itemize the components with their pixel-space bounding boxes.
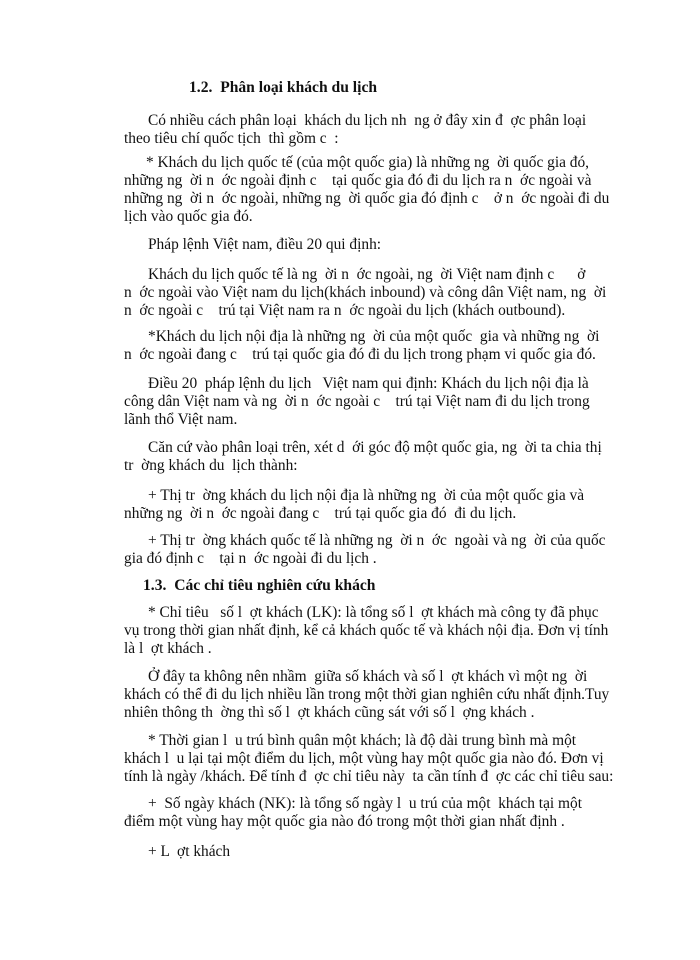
paragraph-line: theo tiêu chí quốc tịch thì gồm c : — [124, 130, 339, 147]
heading-1-3: 1.3. Các chỉ tiêu nghiên cứu khách — [143, 577, 376, 594]
paragraph-line: n ớc ngoài đang c trú tại quốc gia đó đi du lịch trong phạm vi quốc gia đó. — [124, 346, 596, 363]
paragraph-line: những ng ời n ớc ngoài, những ng ời quốc gia đó định c ở n ớc ngoài đi du — [124, 190, 610, 207]
paragraph-line: khách l u lại tại một điểm du lịch, một vùng hay một quốc gia nào đó. Đơn vị — [124, 750, 604, 767]
paragraph-line: công dân Việt nam và ng ời n ớc ngoài c trú tại Việt nam đi du lịch trong — [124, 393, 590, 410]
paragraph-line: tr ờng khách du lịch thành: — [124, 457, 298, 474]
paragraph-line: Ở đây ta không nên nhầm giữa số khách và số l ợt khách vì một ng ời — [148, 668, 588, 685]
paragraph-line: tính là ngày /khách. Để tính đ ợc chỉ tiêu này ta cần tính đ ợc các chỉ tiêu sau: — [124, 768, 614, 785]
paragraph-line: những ng ời n ớc ngoài định c tại quốc gia đó đi du lịch ra n ớc ngoài và — [124, 172, 592, 189]
paragraph-line: *Khách du lịch nội địa là những ng ời của một quốc gia và những ng ời — [148, 328, 600, 345]
paragraph-line: + Thị tr ờng khách quốc tế là những ng ời n ớc ngoài và ng ời của quốc — [148, 532, 606, 549]
paragraph-line: vụ trong thời gian nhất định, kể cả khách quốc tế và khách nội địa. Đơn vị tính — [124, 622, 609, 639]
paragraph-line: Có nhiều cách phân loại khách du lịch nh ng ở đây xin đ ợc phân loại — [148, 112, 587, 129]
paragraph-line: + Thị tr ờng khách du lịch nội địa là những ng ời của một quốc gia và — [148, 487, 585, 504]
heading-1-2: 1.2. Phân loại khách du lịch — [189, 79, 378, 96]
paragraph-line: * Khách du lịch quốc tế (của một quốc gia) là những ng ời quốc gia đó, — [146, 154, 590, 171]
paragraph-line: + Số ngày khách (NK): là tổng số ngày l u trú của một khách tại một — [148, 795, 582, 812]
paragraph-line: là l ợt khách . — [124, 640, 212, 657]
paragraph-line: * Thời gian l u trú bình quân một khách; là độ dài trung bình mà một — [148, 732, 577, 749]
paragraph-line: những ng ời n ớc ngoài đang c trú tại quốc gia đó đi du lịch. — [124, 505, 517, 522]
paragraph-line: lãnh thổ Việt nam. — [124, 411, 238, 428]
paragraph-line: Căn cứ vào phân loại trên, xét d ới góc độ một quốc gia, ng ời ta chia thị — [148, 439, 602, 456]
paragraph-line: Khách du lịch quốc tế là ng ời n ớc ngoài, ng ời Việt nam định c ở — [148, 266, 586, 283]
paragraph-line: khách có thể đi du lịch nhiều lần trong một thời gian nghiên cứu nhất định.Tuy — [124, 686, 610, 703]
paragraph-line: Pháp lệnh Việt nam, điều 20 qui định: — [148, 236, 382, 253]
paragraph-line: nhiên thông th ờng thì số l ợt khách cũng sát với số l ợng khách . — [124, 704, 535, 721]
paragraph-line: + L ợt khách — [148, 843, 231, 860]
paragraph-line: Điều 20 pháp lệnh du lịch Việt nam qui định: Khách du lịch nội địa là — [148, 375, 589, 392]
paragraph-line: n ớc ngoài c trú tại Việt nam ra n ớc ngoài du lịch (khách outbound). — [124, 302, 566, 319]
paragraph-line: n ớc ngoài vào Việt nam du lịch(khách inbound) và công dân Việt nam, ng ời — [124, 284, 607, 301]
paragraph-line: gia đó định c tại n ớc ngoài đi du lịch . — [124, 550, 377, 567]
paragraph-line: lịch vào quốc gia đó. — [124, 208, 253, 225]
paragraph-line: điểm một vùng hay một quốc gia nào đó trong một thời gian nhất định . — [124, 813, 565, 830]
paragraph-line: * Chỉ tiêu số l ợt khách (LK): là tổng số l ợt khách mà công ty đã phục — [148, 604, 599, 621]
